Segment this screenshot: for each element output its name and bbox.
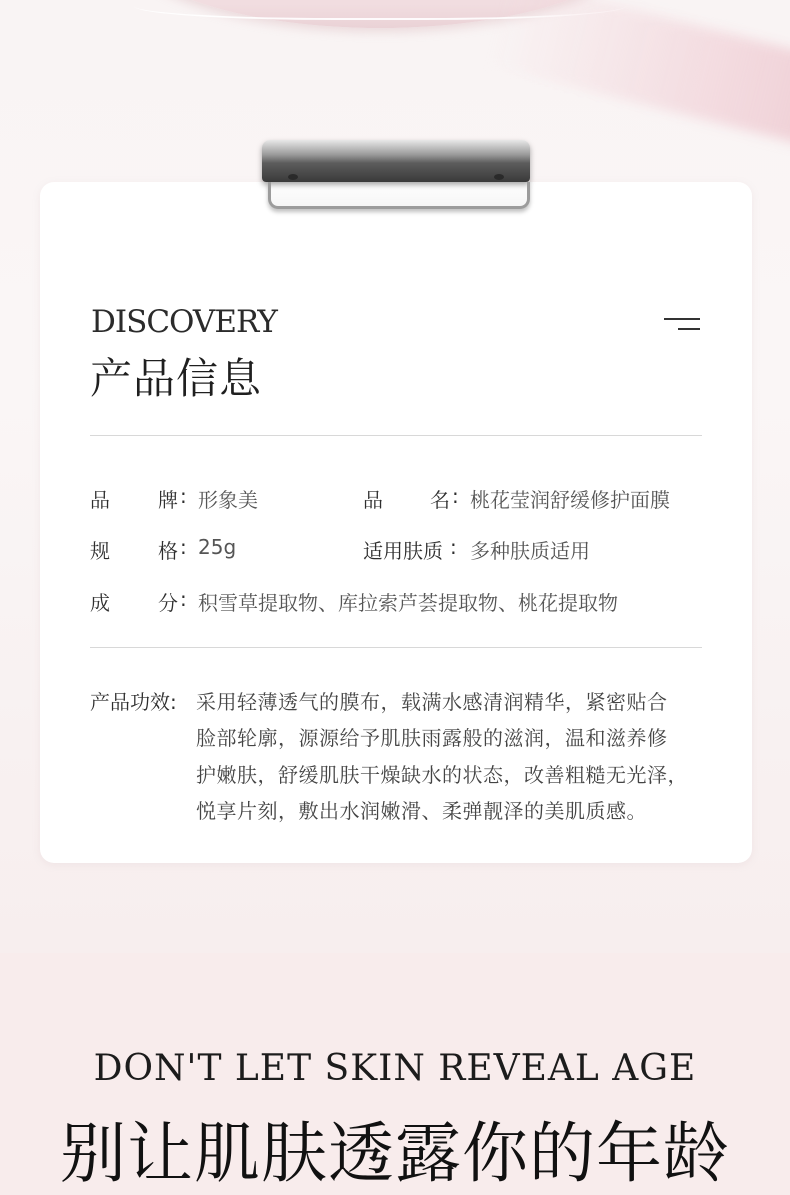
- clipboard-clip-image: [262, 140, 530, 210]
- skin-type-label: 适用肤质: [363, 539, 443, 563]
- efficacy-line: 悦享片刻，敷出水润嫩滑、柔弹靓泽的美肌质感。: [196, 799, 647, 823]
- menu-icon: [664, 318, 700, 332]
- ingredients-label-1: 成: [90, 591, 110, 615]
- product-name-label-2: 名: [430, 488, 450, 512]
- colon: :: [450, 535, 457, 559]
- colon: :: [180, 484, 187, 508]
- page-title: 产品信息: [90, 354, 263, 403]
- ingredients-value: 积雪草提取物、库拉索芦荟提取物、桃花提取物: [198, 591, 618, 615]
- divider: [90, 647, 702, 648]
- brand-value: 形象美: [198, 488, 258, 512]
- spec-label-2: 格: [158, 539, 178, 563]
- clip-rivet: [288, 174, 298, 180]
- decorative-streak: [484, 0, 790, 152]
- clip-body: [262, 140, 530, 182]
- clip-wire: [268, 182, 530, 209]
- skin-type-value: 多种肤质适用: [470, 539, 590, 563]
- efficacy-line: 采用轻薄透气的膜布，载满水感清润精华，紧密贴合: [196, 690, 668, 714]
- clip-rivet: [494, 174, 504, 180]
- spec-label-1: 规: [90, 539, 110, 563]
- brand-label-2: 牌: [158, 488, 178, 512]
- section-kicker: DISCOVERY: [91, 304, 277, 340]
- slogan-chinese: 别让肌肤透露你的年龄: [60, 1115, 730, 1192]
- ingredients-label-2: 分: [158, 591, 178, 615]
- slogan-english: DON'T LET SKIN REVEAL AGE: [93, 1048, 697, 1089]
- product-name-label-1: 品: [363, 488, 383, 512]
- brand-label-1: 品: [90, 488, 110, 512]
- colon: :: [452, 484, 459, 508]
- colon: :: [180, 587, 187, 611]
- efficacy-label: 产品功效:: [90, 690, 177, 714]
- product-name-value: 桃花莹润舒缓修护面膜: [470, 488, 670, 512]
- divider: [90, 435, 702, 436]
- efficacy-line: 脸部轮廓，源源给予肌肤雨露般的滋润，温和滋养修: [196, 726, 668, 750]
- colon: :: [180, 535, 187, 559]
- efficacy-line: 护嫩肤，舒缓肌肤干燥缺水的状态，改善粗糙无光泽，: [196, 763, 688, 787]
- spec-value: 25g: [198, 535, 237, 559]
